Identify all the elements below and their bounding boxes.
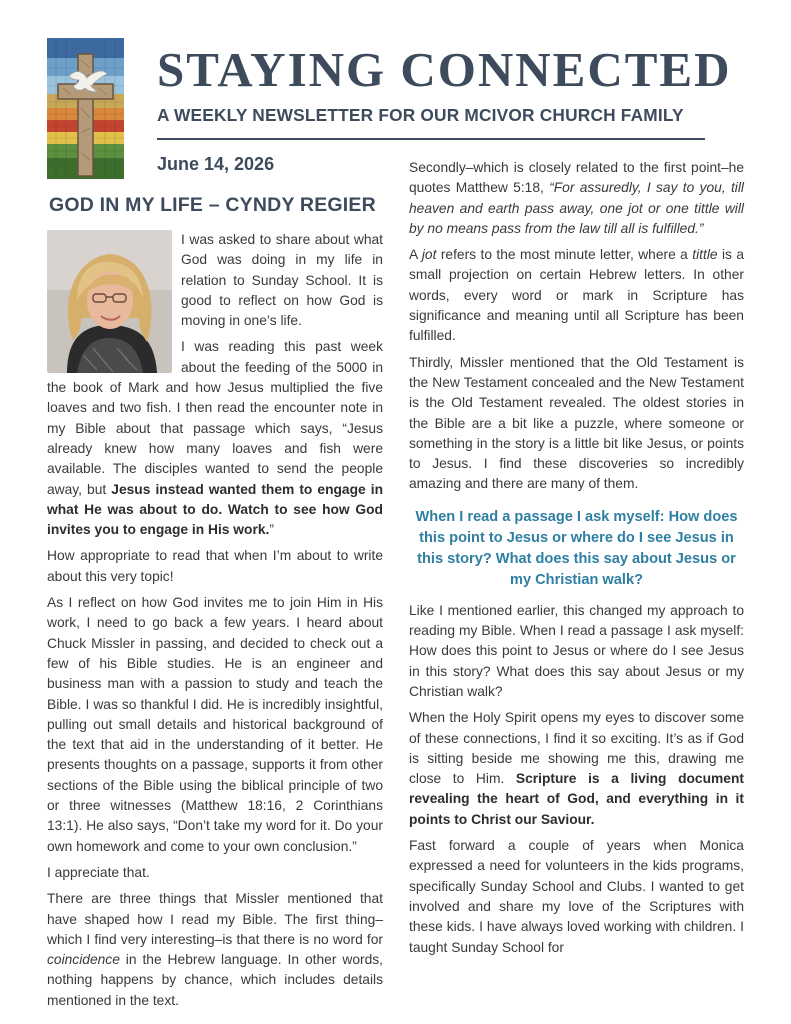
article-column-left	[47, 230, 383, 1008]
pull-quote: When I read a passage I ask myself: How does this point to Jesus or where do I see Jesus in this story? What does this say about Jesus or my Christian walk?	[415, 508, 738, 588]
paragraph: I was asked to share about what God was doing in my life in relation to Sunday School. It is good to reflect on how God is moving in one’s life.	[181, 232, 383, 329]
paragraph: When the Holy Spirit opens my eyes to discover some of these connections, I find it so exciting. It’s as if God is sitting beside me showing me this, drawing me close to Him. Scripture is a living document revealing the heart of God, and everything in it points to Christ our Saviour.	[409, 710, 745, 827]
header-divider	[157, 138, 705, 140]
paragraph: I was reading this past week about the feeding of the 5000 in the book of Mark and how Jesus multiplied the five loaves and two fish. I then read the encounter note in my Bible about that passage which says, “Jesus already knew how many loaves and fish were available. The disciples wanted to send the people away, but Jesus instead wanted them to engage in what He was about to do. Watch to see how God invites you to engage in His work.”	[47, 339, 383, 538]
article-title: GOD IN MY LIFE – CYNDY REGIER	[49, 194, 376, 216]
issue-date: June 14, 2026	[157, 154, 275, 174]
author-photo	[47, 230, 172, 373]
church-logo-cross-icon	[47, 38, 124, 179]
paragraph: Thirdly, Missler mentioned that the Old Testament is the New Testament concealed and the New Testament is the Old Testament revealed. The oldest stories in the Bible are a bit like a puzzle, where someone or something in the story is a little bit like Jesus, or points to Jesus. I find these discoveries so incredibly amazing and there are many of them.	[409, 354, 744, 492]
paragraph: As I reflect on how God invites me to join Him in His work, I need to go back a few years. I heard about Chuck Missler in passing, and decided to check out a few of his Bible studies. He is an engineer and business man with a passion to study and teach the Bible. I was so thankful I did. He is incredibly insightful, pulling out small details and historical background of the text that aid in the understanding of it better. He presents thoughts on a passage, supports it from other sections of the Bible using the biblical principle of two or three witnesses (Matthew 18:16, 2 Corinthians 13:1). He also says, “Don’t take my word for it. Do your own homework and come to your own conclusion.”	[47, 595, 383, 854]
paragraph: Secondly–which is closely related to the first point–he quotes Matthew 5:18, “For assuredly, I say to you, till heaven and earth pass away, one jot or one tittle will by no means pass from the law till all is fulfilled.”	[409, 160, 744, 236]
paragraph: A jot refers to the most minute letter, where a tittle is a small projection on certain Hebrew letters. In other words, every word or mark in Scripture has significance and meaning until all Scripture has been fulfilled.	[409, 247, 744, 344]
paragraph: How appropriate to read that when I’m about to write about this very topic!	[47, 548, 383, 584]
paragraph: Like I mentioned earlier, this changed my approach to reading my Bible. When I read a passage I ask myself: How does this point to Jesus or where do I see Jesus in this story? What does this say about Jesus or my Christian walk?	[409, 602, 744, 699]
article-column-right	[409, 158, 744, 980]
newsletter-subtitle: A WEEKLY NEWSLETTER FOR OUR MCIVOR CHURCH FAMILY	[157, 105, 684, 125]
paragraph: Fast forward a couple of years when Monica expressed a need for volunteers in the kids programs, specifically Sunday School and Clubs. I wanted to get involved and share my love of the Scriptures with these kids. I have always loved working with children. I taught Sunday School for	[409, 838, 744, 955]
paragraph: I appreciate that.	[47, 864, 150, 880]
paragraph: There are three things that Missler mentioned that have shaped how I read my Bible. The first thing–which I find very interesting–is that there is no word for coincidence in the Hebrew language. In other words, nothing happens by chance, which includes details mentioned in the text.	[47, 891, 383, 1008]
newsletter-title: STAYING CONNECTED	[157, 42, 732, 97]
